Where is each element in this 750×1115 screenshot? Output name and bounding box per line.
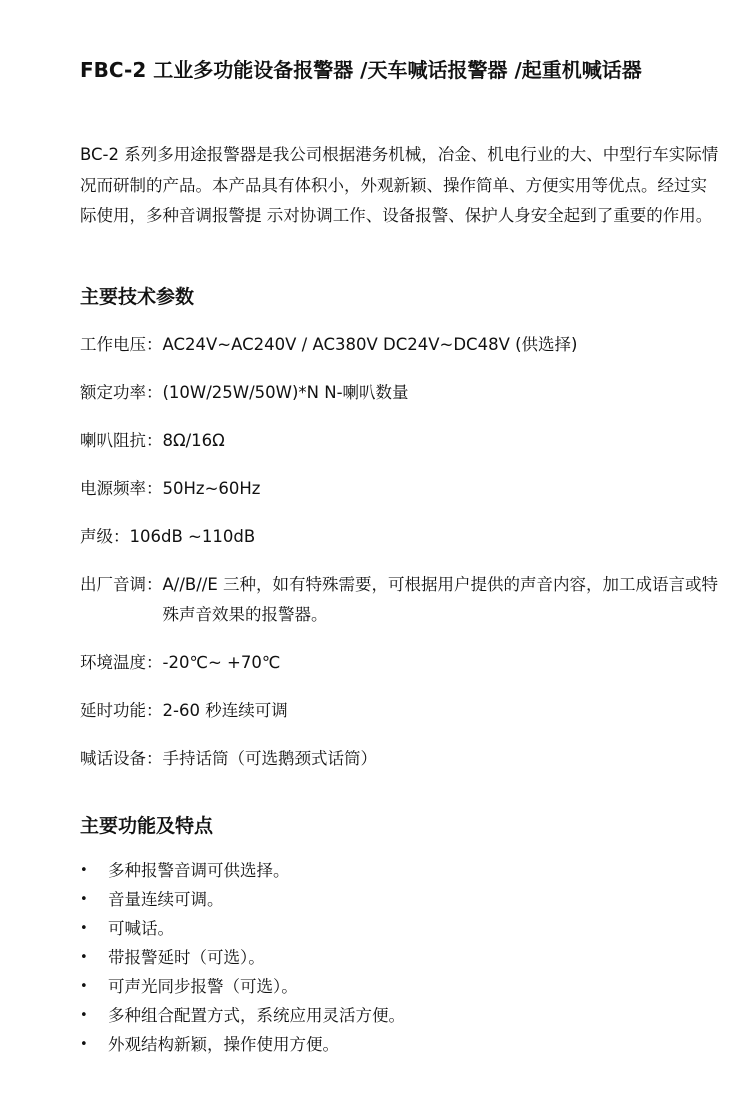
param-factory-tones	[80, 570, 720, 630]
features-list	[80, 856, 720, 1059]
intro-paragraph: BC-2 系列多用途报警器是我公司根据港务机械，冶金、机电行业的大、中型行车实际情况而研制的产品。本产品具有体积小，外观新颖、操作简单、方便实用等优点。经过实际使用，多种音调报警提 示对协调工作、设备报警、保护人身安全起到了重要的作用。	[80, 145, 719, 225]
feature-text: 带报警延时（可选）。	[108, 948, 265, 967]
bullet-icon: •	[80, 1008, 88, 1023]
param-label: 工作电压：	[80, 335, 163, 354]
param-value: 2-60 秒连续可调	[162, 701, 288, 720]
param-impedance	[80, 426, 720, 456]
param-frequency	[80, 474, 720, 504]
list-item	[80, 856, 720, 885]
param-label: 出厂音调：	[80, 575, 163, 594]
feature-text: 多种报警音调可供选择。	[108, 861, 290, 880]
feature-text: 可喊话。	[108, 919, 174, 938]
list-item	[80, 1030, 720, 1059]
param-label: 电源频率：	[80, 479, 163, 498]
param-value: AC24V~AC240V / AC380V DC24V~DC48V (供选择)	[162, 335, 578, 354]
param-value: 8Ω/16Ω	[162, 431, 225, 450]
param-value: -20℃~ +70℃	[162, 653, 281, 672]
param-label: 环境温度：	[80, 653, 163, 672]
bullet-icon: •	[80, 863, 88, 878]
param-value: 106dB ~110dB	[129, 527, 256, 546]
list-item	[80, 943, 720, 972]
list-item	[80, 1001, 720, 1030]
bullet-icon: •	[80, 921, 88, 936]
param-microphone	[80, 744, 720, 774]
bullet-icon: •	[80, 979, 88, 994]
param-power	[80, 378, 720, 408]
param-label: 喇叭阻抗：	[80, 431, 163, 450]
list-item	[80, 885, 720, 914]
bullet-icon: •	[80, 892, 88, 907]
param-delay	[80, 696, 720, 726]
feature-text: 多种组合配置方式，系统应用灵活方便。	[108, 1006, 405, 1025]
param-voltage	[80, 330, 720, 360]
param-label: 喊话设备：	[80, 749, 163, 768]
list-item	[80, 972, 720, 1001]
param-value: 手持话筒（可选鹅颈式话筒）	[162, 749, 377, 768]
param-value: 50Hz~60Hz	[162, 479, 261, 498]
document-title: FBC-2 工业多功能设备报警器 /天车喊话报警器 /起重机喊话器	[80, 58, 642, 82]
param-value: A//B//E 三种，如有特殊需要，可根据用户提供的声音内容，加工成语言或特殊声音效果的报警器。	[162, 575, 719, 624]
list-item	[80, 914, 720, 943]
bullet-icon: •	[80, 950, 88, 965]
param-label: 延时功能：	[80, 701, 163, 720]
param-value: (10W/25W/50W)*N N-喇叭数量	[162, 383, 409, 402]
feature-text: 外观结构新颖，操作使用方便。	[108, 1035, 339, 1054]
bullet-icon: •	[80, 1037, 88, 1052]
features-heading: 主要功能及特点	[80, 815, 214, 837]
param-sound-level	[80, 522, 720, 552]
param-label: 额定功率：	[80, 383, 163, 402]
param-temperature	[80, 648, 720, 678]
feature-text: 音量连续可调。	[108, 890, 224, 909]
params-heading: 主要技术参数	[80, 286, 195, 308]
param-label: 声级：	[80, 527, 130, 546]
feature-text: 可声光同步报警（可选）。	[108, 977, 298, 996]
